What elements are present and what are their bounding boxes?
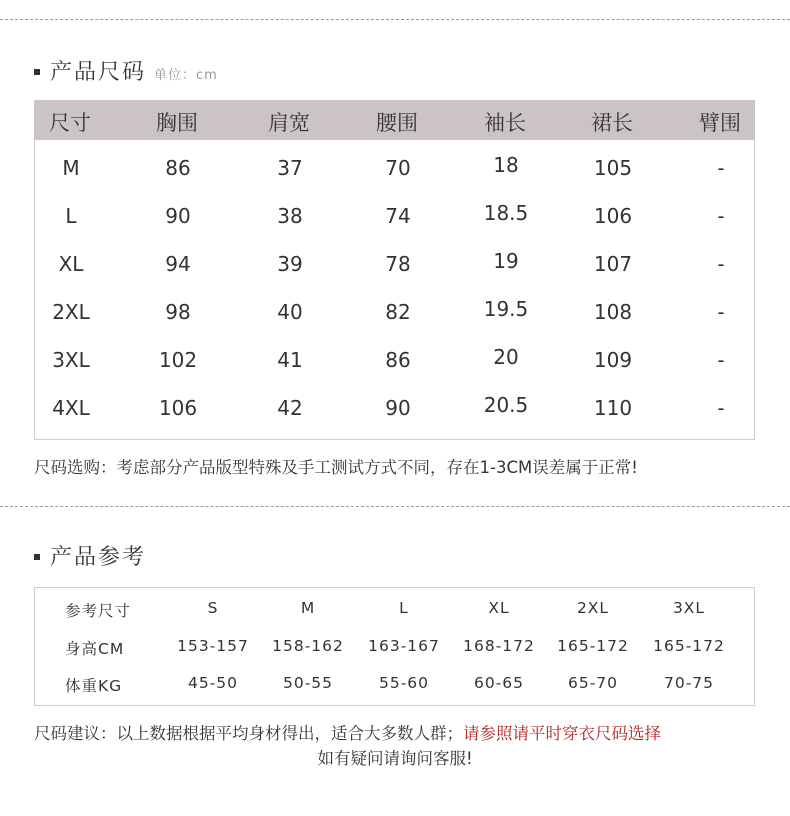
size-note: 尺码选购：考虑部分产品版型特殊及手工测试方式不同，存在1-3CM误差属于正常! <box>34 458 638 477</box>
advice-highlight: 请参照请平时穿衣尺码选择 <box>463 724 661 743</box>
table-cell: - <box>717 348 725 372</box>
header-skirt-length: 裙长 <box>591 111 633 135</box>
bullet-icon <box>34 69 40 75</box>
table-cell: 20.5 <box>483 393 529 417</box>
table-cell: 82 <box>385 300 411 324</box>
ref-weight-label: 体重KG <box>65 677 123 695</box>
ref-sizes-cell: M <box>300 599 316 617</box>
table-cell: 90 <box>385 396 411 420</box>
header-arm: 臂围 <box>699 111 741 135</box>
table-cell: 78 <box>385 252 411 276</box>
table-cell: 74 <box>385 204 411 228</box>
table-cell: 109 <box>593 348 633 372</box>
table-cell: 98 <box>165 300 191 324</box>
header-chest: 胸围 <box>156 111 198 135</box>
table-cell: 107 <box>593 252 633 276</box>
table-cell: 86 <box>385 348 411 372</box>
size-label-cell: 4XL <box>52 396 90 420</box>
middle-divider <box>0 506 790 507</box>
table-cell: 37 <box>277 156 303 180</box>
header-size: 尺寸 <box>49 111 91 135</box>
table-cell: 38 <box>277 204 303 228</box>
table-cell: - <box>717 204 725 228</box>
ref-height-label: 身高CM <box>65 640 125 658</box>
table-cell: 40 <box>277 300 303 324</box>
ref-sizes-cell: 3XL <box>672 599 706 617</box>
ref-heights-cell: 168-172 <box>463 637 535 655</box>
table-cell: 86 <box>165 156 191 180</box>
size-table <box>34 100 755 440</box>
size-label-cell: 3XL <box>52 348 90 372</box>
table-cell: 19.5 <box>483 297 529 321</box>
ref-weights-cell: 70-75 <box>663 674 715 692</box>
table-cell: - <box>717 156 725 180</box>
table-cell: 18 <box>493 153 519 177</box>
ref-section-title <box>34 540 146 571</box>
table-cell: 110 <box>593 396 633 420</box>
table-cell: 39 <box>277 252 303 276</box>
ref-weights-cell: 50-55 <box>282 674 334 692</box>
table-cell: 102 <box>158 348 198 372</box>
ref-weights-cell: 60-65 <box>473 674 525 692</box>
header-shoulder: 肩宽 <box>268 111 310 135</box>
table-cell: 41 <box>277 348 303 372</box>
ref-weights-cell: 65-70 <box>567 674 619 692</box>
table-cell: - <box>717 300 725 324</box>
contact-note: 如有疑问请询问客服! <box>317 749 473 768</box>
size-table-header <box>34 100 755 140</box>
ref-title: 产品参考 <box>50 545 147 570</box>
table-cell: 105 <box>593 156 633 180</box>
ref-heights-cell: 158-162 <box>272 637 344 655</box>
ref-sizes-cell: S <box>207 599 219 617</box>
ref-sizes-cell: XL <box>488 599 510 617</box>
size-label-cell: L <box>65 204 77 228</box>
ref-heights-cell: 153-157 <box>177 637 249 655</box>
reference-table <box>34 587 755 706</box>
size-label-cell: 2XL <box>52 300 90 324</box>
ref-weights-cell: 45-50 <box>187 674 239 692</box>
table-cell: 42 <box>277 396 303 420</box>
header-waist: 腰围 <box>376 111 418 135</box>
size-advice <box>34 720 661 744</box>
ref-heights-cell: 165-172 <box>653 637 725 655</box>
table-cell: 106 <box>593 204 633 228</box>
page-title: 产品尺码 <box>50 60 147 85</box>
table-cell: - <box>717 252 725 276</box>
table-cell: 94 <box>165 252 191 276</box>
table-cell: 108 <box>593 300 633 324</box>
table-cell: 19 <box>493 249 519 273</box>
table-cell: 20 <box>493 345 519 369</box>
advice-text: 尺码建议：以上数据根据平均身材得出，适合大多数人群； <box>34 724 463 743</box>
ref-sizes-cell: L <box>399 599 409 617</box>
size-section-title <box>34 55 218 86</box>
header-sleeve: 袖长 <box>484 111 526 135</box>
size-label-cell: XL <box>58 252 84 276</box>
ref-weights-cell: 55-60 <box>378 674 430 692</box>
bullet-icon <box>34 554 40 560</box>
ref-heights-cell: 163-167 <box>368 637 440 655</box>
table-cell: 90 <box>165 204 191 228</box>
size-label-cell: M <box>62 156 80 180</box>
table-cell: 106 <box>158 396 198 420</box>
table-cell: 18.5 <box>483 201 529 225</box>
table-cell: - <box>717 396 725 420</box>
top-divider <box>0 19 790 20</box>
ref-sizes-cell: 2XL <box>576 599 610 617</box>
ref-sizes-label: 参考尺寸 <box>65 602 132 620</box>
unit-label: 单位：cm <box>154 68 218 83</box>
table-cell: 70 <box>385 156 411 180</box>
ref-heights-cell: 165-172 <box>557 637 629 655</box>
